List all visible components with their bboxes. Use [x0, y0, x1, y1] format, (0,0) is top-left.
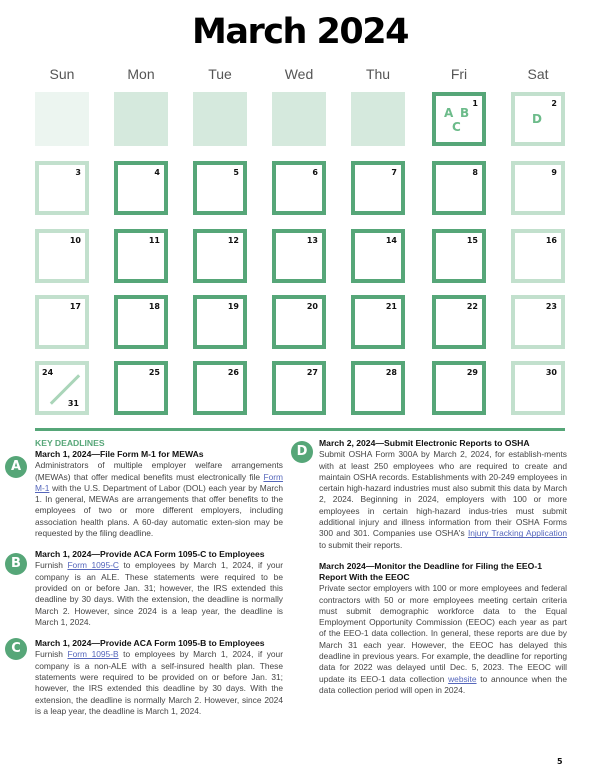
form-m1-link[interactable]: Form M-1 [35, 471, 283, 493]
calendar-day-1 [432, 92, 486, 146]
calendar-day [351, 295, 405, 349]
day-number: 14 [385, 236, 397, 245]
deadline-heading: March 2, 2024—Submit Electronic Reports to OSHA [319, 438, 530, 448]
deadline-b [35, 549, 283, 628]
calendar-day [35, 229, 89, 283]
deadline-marker-d: D [532, 112, 542, 126]
body-text: Furnish [35, 649, 68, 660]
day-number: 26 [227, 368, 239, 377]
calendar-day [114, 361, 168, 415]
form-1095c-link[interactable]: Form 1095-C [67, 560, 119, 571]
deadline-d [319, 438, 567, 551]
day-number: 8 [472, 168, 478, 177]
deadline-marker-a: A [444, 106, 454, 120]
calendar-blank-cell [35, 92, 89, 146]
deadlines-right-column [319, 438, 567, 706]
calendar-day [272, 295, 326, 349]
calendar-day [432, 295, 486, 349]
calendar-day [193, 295, 247, 349]
day-number: 24 [42, 368, 54, 377]
day-number: 16 [545, 236, 557, 245]
deadline-a [35, 449, 283, 539]
eeoc-website-link[interactable]: website [448, 673, 477, 684]
day-number: 28 [385, 368, 397, 377]
body-text: to employees by March 1, 2024, if your company is a non-ALE with a self-insured health plan. These statements were required to be provided on or before Jan. 31; however, the IRS extended this deadline by 30 days. With the extension, the deadline is normally March 2. However, since 2024 is a leap year, the deadline is March 1, 2024. [35, 649, 283, 716]
calendar-day [432, 361, 486, 415]
body-text: Administrators of multiple employer welfare arrangements (MEWAs) that offer medical benefits must electronically file [35, 460, 283, 482]
body-text: to employees by March 1, 2024, if your company is an ALE. These statements were required to be provided on or before Jan. 31; however, the IRS extended this deadline by 30 days. With the extension, the deadline is normally March 2. However, since 2024 is a leap year, the deadline is March 1, 2024. [35, 560, 283, 627]
deadline-marker-b: B [460, 106, 470, 120]
day-number: 31 [67, 399, 79, 408]
day-number: 2 [551, 99, 557, 108]
day-number: 10 [69, 236, 81, 245]
day-number: 9 [551, 168, 557, 177]
page-title: March 2024 [192, 12, 408, 52]
badge-b-icon: B [5, 553, 27, 575]
calendar-day [35, 295, 89, 349]
day-number: 7 [391, 168, 397, 177]
deadline-heading: March 1, 2024—File Form M-1 for MEWAs [35, 449, 204, 459]
section-divider [35, 428, 565, 431]
deadline-heading: March 1, 2024—Provide ACA Form 1095-B to Employees [35, 638, 265, 649]
body-text: Submit OSHA Form 300A by March 2, 2024, for establish-ments with at least 250 employees who are required to create and maintain OSHA records. Establishments with 20-249 employees in certain high-hazard industries must also submit this data by March 2, 2024. Beginning in 2024, employers with 100 or more employees in certain high-hazard indus-tries must submit additional injury and illness information from their OSHA Forms 300 and 301. Companies use OSHA's [319, 449, 567, 539]
calendar-day [35, 161, 89, 215]
dow-tue: Tue [208, 66, 232, 82]
deadline-body [35, 560, 283, 628]
calendar-day [432, 229, 486, 283]
calendar-blank-cell [351, 92, 405, 146]
calendar-day-24-31 [35, 361, 89, 415]
deadline-body [319, 583, 567, 696]
day-number: 22 [466, 302, 478, 311]
day-number: 17 [69, 302, 81, 311]
body-text: to submit their reports. [319, 539, 403, 550]
calendar-day [272, 161, 326, 215]
dow-fri: Fri [450, 66, 468, 82]
dow-thu: Thu [365, 66, 391, 82]
day-number: 19 [227, 302, 239, 311]
calendar-day-2 [511, 92, 565, 146]
calendar-day [114, 161, 168, 215]
page-number: 5 [557, 757, 563, 766]
day-number: 15 [466, 236, 478, 245]
dow-mon: Mon [127, 66, 155, 82]
deadline-heading: March 1, 2024—Provide ACA Form 1095-C to Employees [35, 549, 265, 560]
day-number: 1 [472, 99, 478, 108]
deadline-body [319, 449, 567, 551]
day-number: 11 [148, 236, 160, 245]
calendar-blank-cell [114, 92, 168, 146]
day-number: 20 [306, 302, 318, 311]
calendar-day [351, 229, 405, 283]
day-number: 27 [306, 368, 318, 377]
calendar-blank-cell [272, 92, 326, 146]
day-number: 23 [545, 302, 557, 311]
form-1095b-link[interactable]: Form 1095-B [67, 649, 119, 660]
calendar-day [432, 161, 486, 215]
calendar-day [193, 361, 247, 415]
dow-sat: Sat [527, 66, 549, 82]
deadline-body [35, 460, 283, 539]
dow-wed: Wed [284, 66, 314, 82]
calendar-day [511, 361, 565, 415]
badge-c-icon: C [5, 638, 27, 660]
calendar-day [511, 295, 565, 349]
day-number: 4 [154, 168, 160, 177]
deadline-body [35, 649, 283, 717]
calendar-day [193, 161, 247, 215]
deadline-eeo1 [319, 561, 567, 696]
calendar-day [272, 229, 326, 283]
day-number: 5 [233, 168, 239, 177]
body-text: to announce when the data collection period will open in 2024. [319, 673, 567, 695]
day-number: 18 [148, 302, 160, 311]
calendar-blank-cell [193, 92, 247, 146]
calendar-day [511, 229, 565, 283]
deadline-heading: March 2024—Monitor the Deadline for Filing the EEO-1 Report With the EEOC [319, 560, 542, 583]
day-number: 13 [306, 236, 318, 245]
calendar-day [351, 161, 405, 215]
day-number: 3 [75, 168, 81, 177]
badge-a-icon: A [5, 456, 27, 478]
day-number: 6 [312, 168, 318, 177]
badge-d-icon: D [291, 441, 313, 463]
section-kicker: KEY DEADLINES [35, 438, 105, 448]
body-text: with the U.S. Department of Labor (DOL) each year by March 1. In general, MEWAs are arrangements that offer benefits to the employees of two or more different employers, including association health plans. A 60-day automatic exten-sion may be requested by the filing deadline. [35, 482, 283, 538]
day-number: 30 [545, 368, 557, 377]
injury-tracking-link[interactable]: Injury Tracking Application [467, 528, 568, 539]
calendar-day [272, 361, 326, 415]
day-number: 29 [466, 368, 478, 377]
day-number: 12 [227, 236, 239, 245]
deadlines-left-column [35, 438, 283, 727]
calendar-day [351, 361, 405, 415]
body-text: Private sector employers with 100 or more employees and federal contractors with 50 or more employees meeting certain criteria must submit demographic workforce data to the Equal Employment Opportunity Commission (EEOC) each year as part of the EEO-1 data collection. In general, these reports are due by March 31 each year. However, the EEOC has delayed this deadline in previous years. For example, the deadline for reporting data for 2022 was delayed until Dec. 5, 2023. The EEOC will update its EEO-1 data collection [319, 583, 567, 684]
calendar-day [193, 229, 247, 283]
calendar-day [114, 229, 168, 283]
deadline-marker-c: C [452, 120, 461, 134]
day-number: 25 [148, 368, 160, 377]
day-number: 21 [385, 302, 397, 311]
deadline-c [35, 638, 283, 717]
body-text: Furnish [35, 560, 68, 571]
calendar-day [511, 161, 565, 215]
calendar-day [114, 295, 168, 349]
dow-sun: Sun [49, 66, 75, 82]
